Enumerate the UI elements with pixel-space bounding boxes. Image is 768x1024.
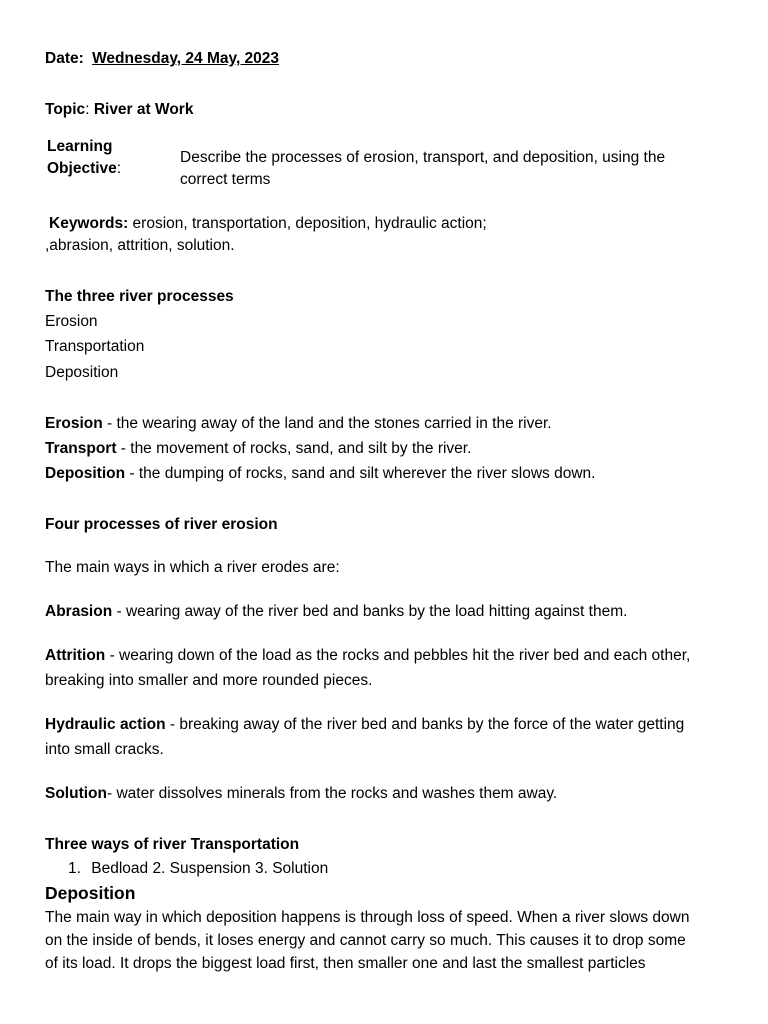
- erosion-processes-heading: Four processes of river erosion: [45, 516, 278, 533]
- definition-transport: [45, 439, 471, 459]
- transportation-heading: Three ways of river Transportation: [45, 836, 300, 853]
- attrition-line2: breaking into smaller and more rounded pieces.: [45, 672, 373, 689]
- process-item: Deposition: [45, 364, 119, 381]
- solution-text: - water dissolves minerals from the rocks and washes them away.: [107, 785, 558, 802]
- objective-text-line2: correct terms: [180, 171, 271, 188]
- list-text: Bedload 2. Suspension 3. Solution: [91, 860, 329, 877]
- erosion-intro: The main ways in which a river erodes are:: [45, 559, 340, 576]
- process-item: Transportation: [45, 338, 145, 355]
- hydraulic-line1: [45, 715, 684, 735]
- deposition-line: of its load. It drops the biggest load first, then smaller one and last the smallest particles: [45, 955, 646, 972]
- definition-text: - the wearing away of the land and the stones carried in the river.: [102, 415, 552, 432]
- transportation-list-item: [68, 859, 328, 879]
- definition-term: Erosion: [45, 415, 103, 432]
- objective-label-line2: Objective: [47, 160, 117, 177]
- attrition-line1: [45, 646, 690, 666]
- keywords-text-1: erosion, transportation, deposition, hydraulic action;: [128, 215, 487, 232]
- attrition-term: Attrition: [45, 647, 106, 664]
- abrasion-term: Abrasion: [45, 603, 113, 620]
- abrasion-text: - wearing away of the river bed and banks by the load hitting against them.: [112, 603, 628, 620]
- objective-label-line1: Learning: [47, 138, 113, 155]
- objective-label-line2-wrap: Objective:: [47, 160, 122, 177]
- hydraulic-term: Hydraulic action: [45, 716, 166, 733]
- definition-text: - the movement of rocks, sand, and silt by the river.: [116, 440, 472, 457]
- process-item: Erosion: [45, 313, 98, 330]
- keywords-line2: ,abrasion, attrition, solution.: [45, 237, 235, 254]
- deposition-heading: Deposition: [45, 883, 136, 903]
- three-processes-heading: The three river processes: [45, 288, 234, 305]
- definition-text: - the dumping of rocks, sand and silt wherever the river slows down.: [125, 465, 596, 482]
- list-number: 1.: [68, 860, 81, 877]
- topic-line: Topic: River at Work: [45, 101, 194, 118]
- keywords-line1: [49, 214, 487, 234]
- definition-term: Transport: [45, 440, 117, 457]
- topic-value: River at Work: [93, 101, 194, 118]
- deposition-line: The main way in which deposition happens is through loss of speed. When a river slows down: [45, 909, 690, 926]
- date-line: [45, 49, 279, 69]
- hydraulic-line2: into small cracks.: [45, 741, 164, 758]
- date-label: Date:: [45, 50, 84, 67]
- date-value: Wednesday, 24 May, 2023: [92, 50, 280, 67]
- deposition-line: on the inside of bends, it loses energy and cannot carry so much. This causes it to drop some: [45, 932, 686, 949]
- objective-text-line1: Describe the processes of erosion, transport, and deposition, using the: [180, 149, 666, 166]
- abrasion-line: [45, 602, 627, 622]
- keywords-label: Keywords:: [49, 215, 129, 232]
- definition-deposition: [45, 464, 595, 484]
- definition-erosion: [45, 414, 552, 434]
- solution-line: [45, 784, 557, 804]
- definition-term: Deposition: [45, 465, 126, 482]
- hydraulic-text: - breaking away of the river bed and banks by the force of the water getting: [165, 716, 685, 733]
- attrition-text: - wearing down of the load as the rocks and pebbles hit the river bed and each other,: [105, 647, 691, 664]
- solution-term: Solution: [45, 785, 107, 802]
- topic-label: Topic: [45, 101, 86, 118]
